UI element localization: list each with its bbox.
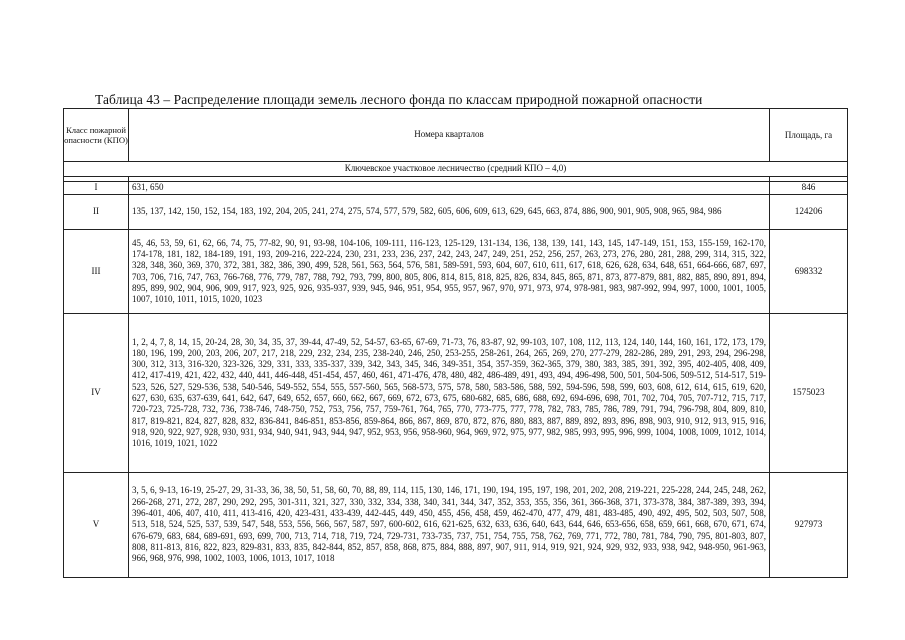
table-row bbox=[64, 182, 848, 195]
row-class: II bbox=[64, 195, 129, 230]
row-area: 846 bbox=[770, 182, 848, 195]
row-area: 124206 bbox=[770, 195, 848, 230]
row-numbers: 631, 650 bbox=[129, 182, 770, 195]
row-class: III bbox=[64, 230, 129, 314]
row-numbers: 45, 46, 53, 59, 61, 62, 66, 74, 75, 77-82, 90, 91, 93-98, 104-106, 109-111, 116-123, 125-129, 131-134, 136, 138, 139, 141, 143, 145, 147-149, 151, 153, 155-159, 162-170, 174-178, 181, 182, 184-189, 191, 193, 209-216, 222-224, 230, 231, 233, 236, 237, 242, 243, 247, 249, 251, 252, 256, 257, 263, 273, 276, 280, 281, 288, 299, 314, 315, 322, 328, 348, 360, 369, 370, 372, 381, 382, 386, 390, 499, 528, 561, 563, 564, 576, 581, 589-591, 593, 604, 607, 610, 611, 617, 618, 626, 628, 634, 648, 651, 664-666, 687, 697, 703, 706, 716, 747, 763, 766-768, 776, 779, 787, 788, 792, 793, 799, 800, 805, 806, 814, 815, 818, 825, 826, 834, 845, 865, 871, 873, 877-879, 881, 882, 885, 890, 891, 894, 895, 899, 902, 904, 906, 909, 917, 923, 925, 926, 935-937, 939, 945, 946, 951, 954, 955, 957, 967, 970, 971, 973, 974, 978-981, 983, 987-992, 994, 997, 1000, 1001, 1005, 1007, 1010, 1011, 1015, 1020, 1023 bbox=[129, 230, 770, 314]
header-numbers: Номера кварталов bbox=[129, 109, 770, 162]
table-row bbox=[64, 195, 848, 230]
table-caption: Таблица 43 – Распределение площади земель лесного фонда по классам природной пожарной опасности bbox=[95, 92, 703, 107]
table-row bbox=[64, 314, 848, 473]
row-numbers: 1, 2, 4, 7, 8, 14, 15, 20-24, 28, 30, 34, 35, 37, 39-44, 47-49, 52, 54-57, 63-65, 67-69, 71-73, 76, 83-87, 92, 99-103, 107, 108, 112, 113, 124, 140, 144, 160, 161, 172, 173, 179, 180, 196, 199, 200, 203, 206, 207, 217, 218, 229, 232, 234, 235, 238-240, 246, 250, 253-255, 258-261, 264, 265, 269, 270, 277-279, 282-286, 289, 291, 293, 294, 296-298, 300, 312, 313, 316-320, 323-326, 329, 331, 333, 335-337, 339, 342, 343, 345, 346, 349-351, 354, 357-359, 362-365, 379, 380, 383, 385, 391, 392, 395, 402-405, 408, 409, 412, 417-419, 421, 422, 432, 440, 441, 446-448, 451-454, 457, 460, 461, 471-476, 478, 480, 482, 486-489, 491, 493, 494, 496-498, 500, 501, 504-506, 509-512, 514-517, 519-523, 526, 527, 529-536, 538, 540-546, 549-552, 554, 555, 557-560, 565, 568-573, 575, 578, 580, 583-586, 588, 592, 594-596, 598, 599, 603, 608, 612, 614, 615, 619, 620, 627, 630, 635, 637-639, 641, 642, 647, 649, 652, 657, 660, 662, 667, 669, 672, 673, 675, 680-682, 685, 686, 688, 692, 694-696, 698, 701, 702, 704, 705, 707-712, 715, 717, 720-723, 725-728, 732, 736, 738-746, 748-750, 752, 753, 756, 757, 759-761, 764, 765, 770, 773-775, 777, 778, 782, 783, 785, 786, 789, 791, 794, 796-798, 804, 809, 810, 817, 819-821, 824, 827, 828, 832, 836-841, 846-851, 853-856, 859-864, 866, 867, 869, 870, 872, 876, 880, 883, 887, 889, 892, 893, 896, 898, 903, 910, 912, 913, 915, 916, 918, 920, 922, 927, 928, 930, 931, 934, 940, 941, 943, 944, 947, 952, 953, 956, 958-960, 964, 969, 972, 975, 977, 982, 985, 993, 995, 996, 999, 1004, 1008, 1009, 1012, 1014, 1016, 1019, 1021, 1022 bbox=[129, 314, 770, 473]
row-numbers: 135, 137, 142, 150, 152, 154, 183, 192, 204, 205, 241, 274, 275, 574, 577, 579, 582, 605, 606, 609, 613, 629, 645, 663, 874, 886, 900, 901, 905, 908, 965, 984, 986 bbox=[129, 195, 770, 230]
table-row bbox=[64, 473, 848, 578]
row-area: 1575023 bbox=[770, 314, 848, 473]
forestry-name: Ключевское участковое лесничество (средний КПО – 4,0) bbox=[64, 162, 848, 177]
table-header-row bbox=[64, 109, 848, 162]
table-row bbox=[64, 230, 848, 314]
row-class: I bbox=[64, 182, 129, 195]
row-class: IV bbox=[64, 314, 129, 473]
row-area: 927973 bbox=[770, 473, 848, 578]
header-class: Класс пожарной опасности (КПО) bbox=[64, 109, 129, 162]
row-class: V bbox=[64, 473, 129, 578]
header-area: Площадь, га bbox=[770, 109, 848, 162]
row-area: 698332 bbox=[770, 230, 848, 314]
forest-fire-class-table bbox=[63, 108, 848, 578]
row-numbers: 3, 5, 6, 9-13, 16-19, 25-27, 29, 31-33, 36, 38, 50, 51, 58, 60, 70, 88, 89, 114, 115, 130, 146, 171, 190, 194, 195, 197, 198, 201, 202, 208, 219-221, 225-228, 244, 245, 248, 262, 266-268, 271, 272, 287, 290, 292, 295, 301-311, 321, 327, 330, 332, 334, 338, 340, 341, 344, 347, 352, 353, 355, 356, 361, 366-368, 371, 373-378, 384, 387-389, 393, 394, 396-401, 406, 407, 410, 411, 413-416, 420, 423-431, 433-439, 442-445, 449, 450, 455, 456, 458, 459, 462-470, 477, 479, 481, 483-485, 490, 492, 495, 502, 503, 507, 508, 513, 518, 524, 525, 537, 539, 547, 548, 553, 556, 566, 567, 587, 597, 600-602, 616, 621-625, 632, 633, 636, 640, 643, 644, 646, 653-656, 658, 659, 661, 668, 670, 671, 674, 676-679, 683, 684, 689-691, 693, 699, 700, 713, 714, 718, 719, 724, 729-731, 733-735, 737, 751, 754, 755, 758, 762, 769, 771, 772, 780, 781, 784, 790, 795, 801-803, 807, 808, 811-813, 816, 822, 823, 829-831, 833, 835, 842-844, 852, 857, 858, 868, 875, 884, 888, 897, 907, 911, 914, 919, 921, 924, 929, 932, 933, 938, 942, 948-950, 961-963, 966, 968, 976, 998, 1002, 1003, 1006, 1013, 1017, 1018 bbox=[129, 473, 770, 578]
forestry-row bbox=[64, 162, 848, 177]
